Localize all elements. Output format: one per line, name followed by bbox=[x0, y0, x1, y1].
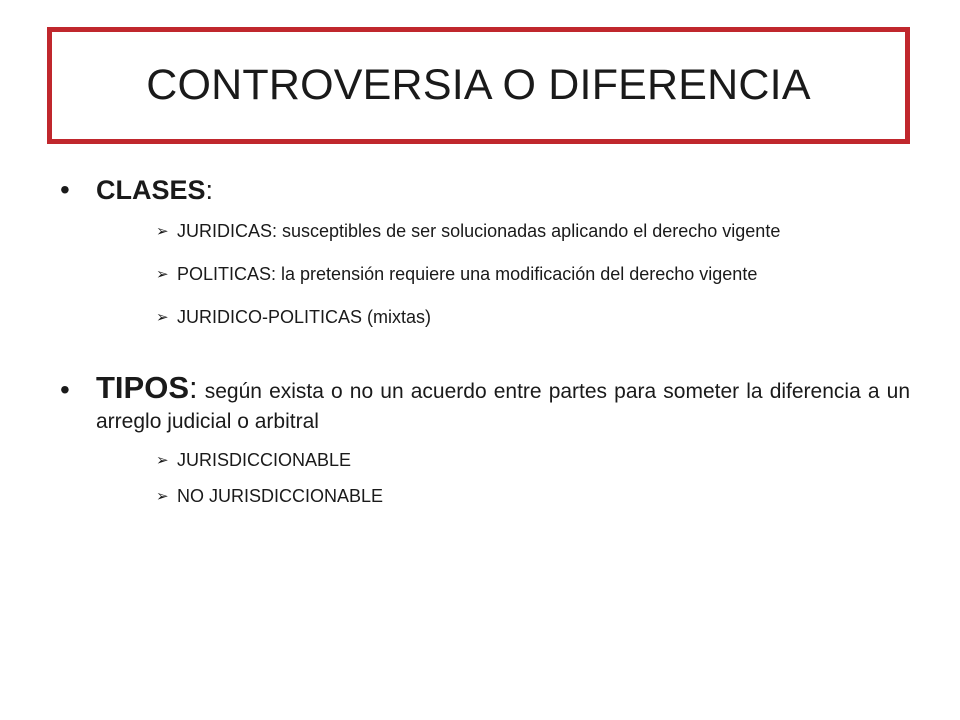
title-box bbox=[47, 27, 910, 144]
bullet-dot-icon: • bbox=[60, 174, 70, 205]
clases-heading-line bbox=[96, 170, 910, 210]
tipos-heading: TIPOS bbox=[96, 370, 190, 405]
arrow-bullet-icon: ➢ bbox=[156, 488, 169, 505]
list-item bbox=[156, 261, 810, 288]
list-item-text: JURISDICCIONABLE bbox=[177, 450, 352, 470]
arrow-bullet-icon: ➢ bbox=[156, 452, 169, 469]
arrow-bullet-icon: ➢ bbox=[156, 309, 169, 326]
list-item-text: JURIDICO-POLITICAS (mixtas) bbox=[177, 307, 432, 327]
clases-colon: : bbox=[205, 175, 214, 205]
list-item-text: JURIDICAS: susceptibles de ser solucionadas aplicando el derecho vigente bbox=[177, 221, 781, 241]
list-item-text: POLITICAS: la pretensión requiere una modificación del derecho vigente bbox=[177, 264, 758, 284]
list-item bbox=[156, 218, 810, 245]
bullet-tipos bbox=[60, 370, 910, 437]
slide-content bbox=[60, 170, 910, 510]
tipos-colon: : bbox=[189, 370, 198, 405]
list-item bbox=[156, 483, 810, 510]
list-item bbox=[156, 304, 810, 331]
clases-list bbox=[156, 218, 810, 331]
tipos-list bbox=[156, 447, 810, 510]
bullet-dot-icon: • bbox=[60, 374, 70, 405]
tipos-paragraph bbox=[96, 370, 910, 437]
arrow-bullet-icon: ➢ bbox=[156, 266, 169, 283]
arrow-bullet-icon: ➢ bbox=[156, 223, 169, 240]
list-item bbox=[156, 447, 810, 474]
slide-title: CONTROVERSIA O DIFERENCIA bbox=[146, 61, 811, 109]
list-item-text: NO JURISDICCIONABLE bbox=[177, 486, 384, 506]
clases-heading: CLASES bbox=[96, 175, 206, 205]
tipos-description: según exista o no un acuerdo entre partes para someter la diferencia a un arreglo judicial o arbitral bbox=[96, 380, 910, 433]
bullet-clases bbox=[60, 170, 910, 210]
